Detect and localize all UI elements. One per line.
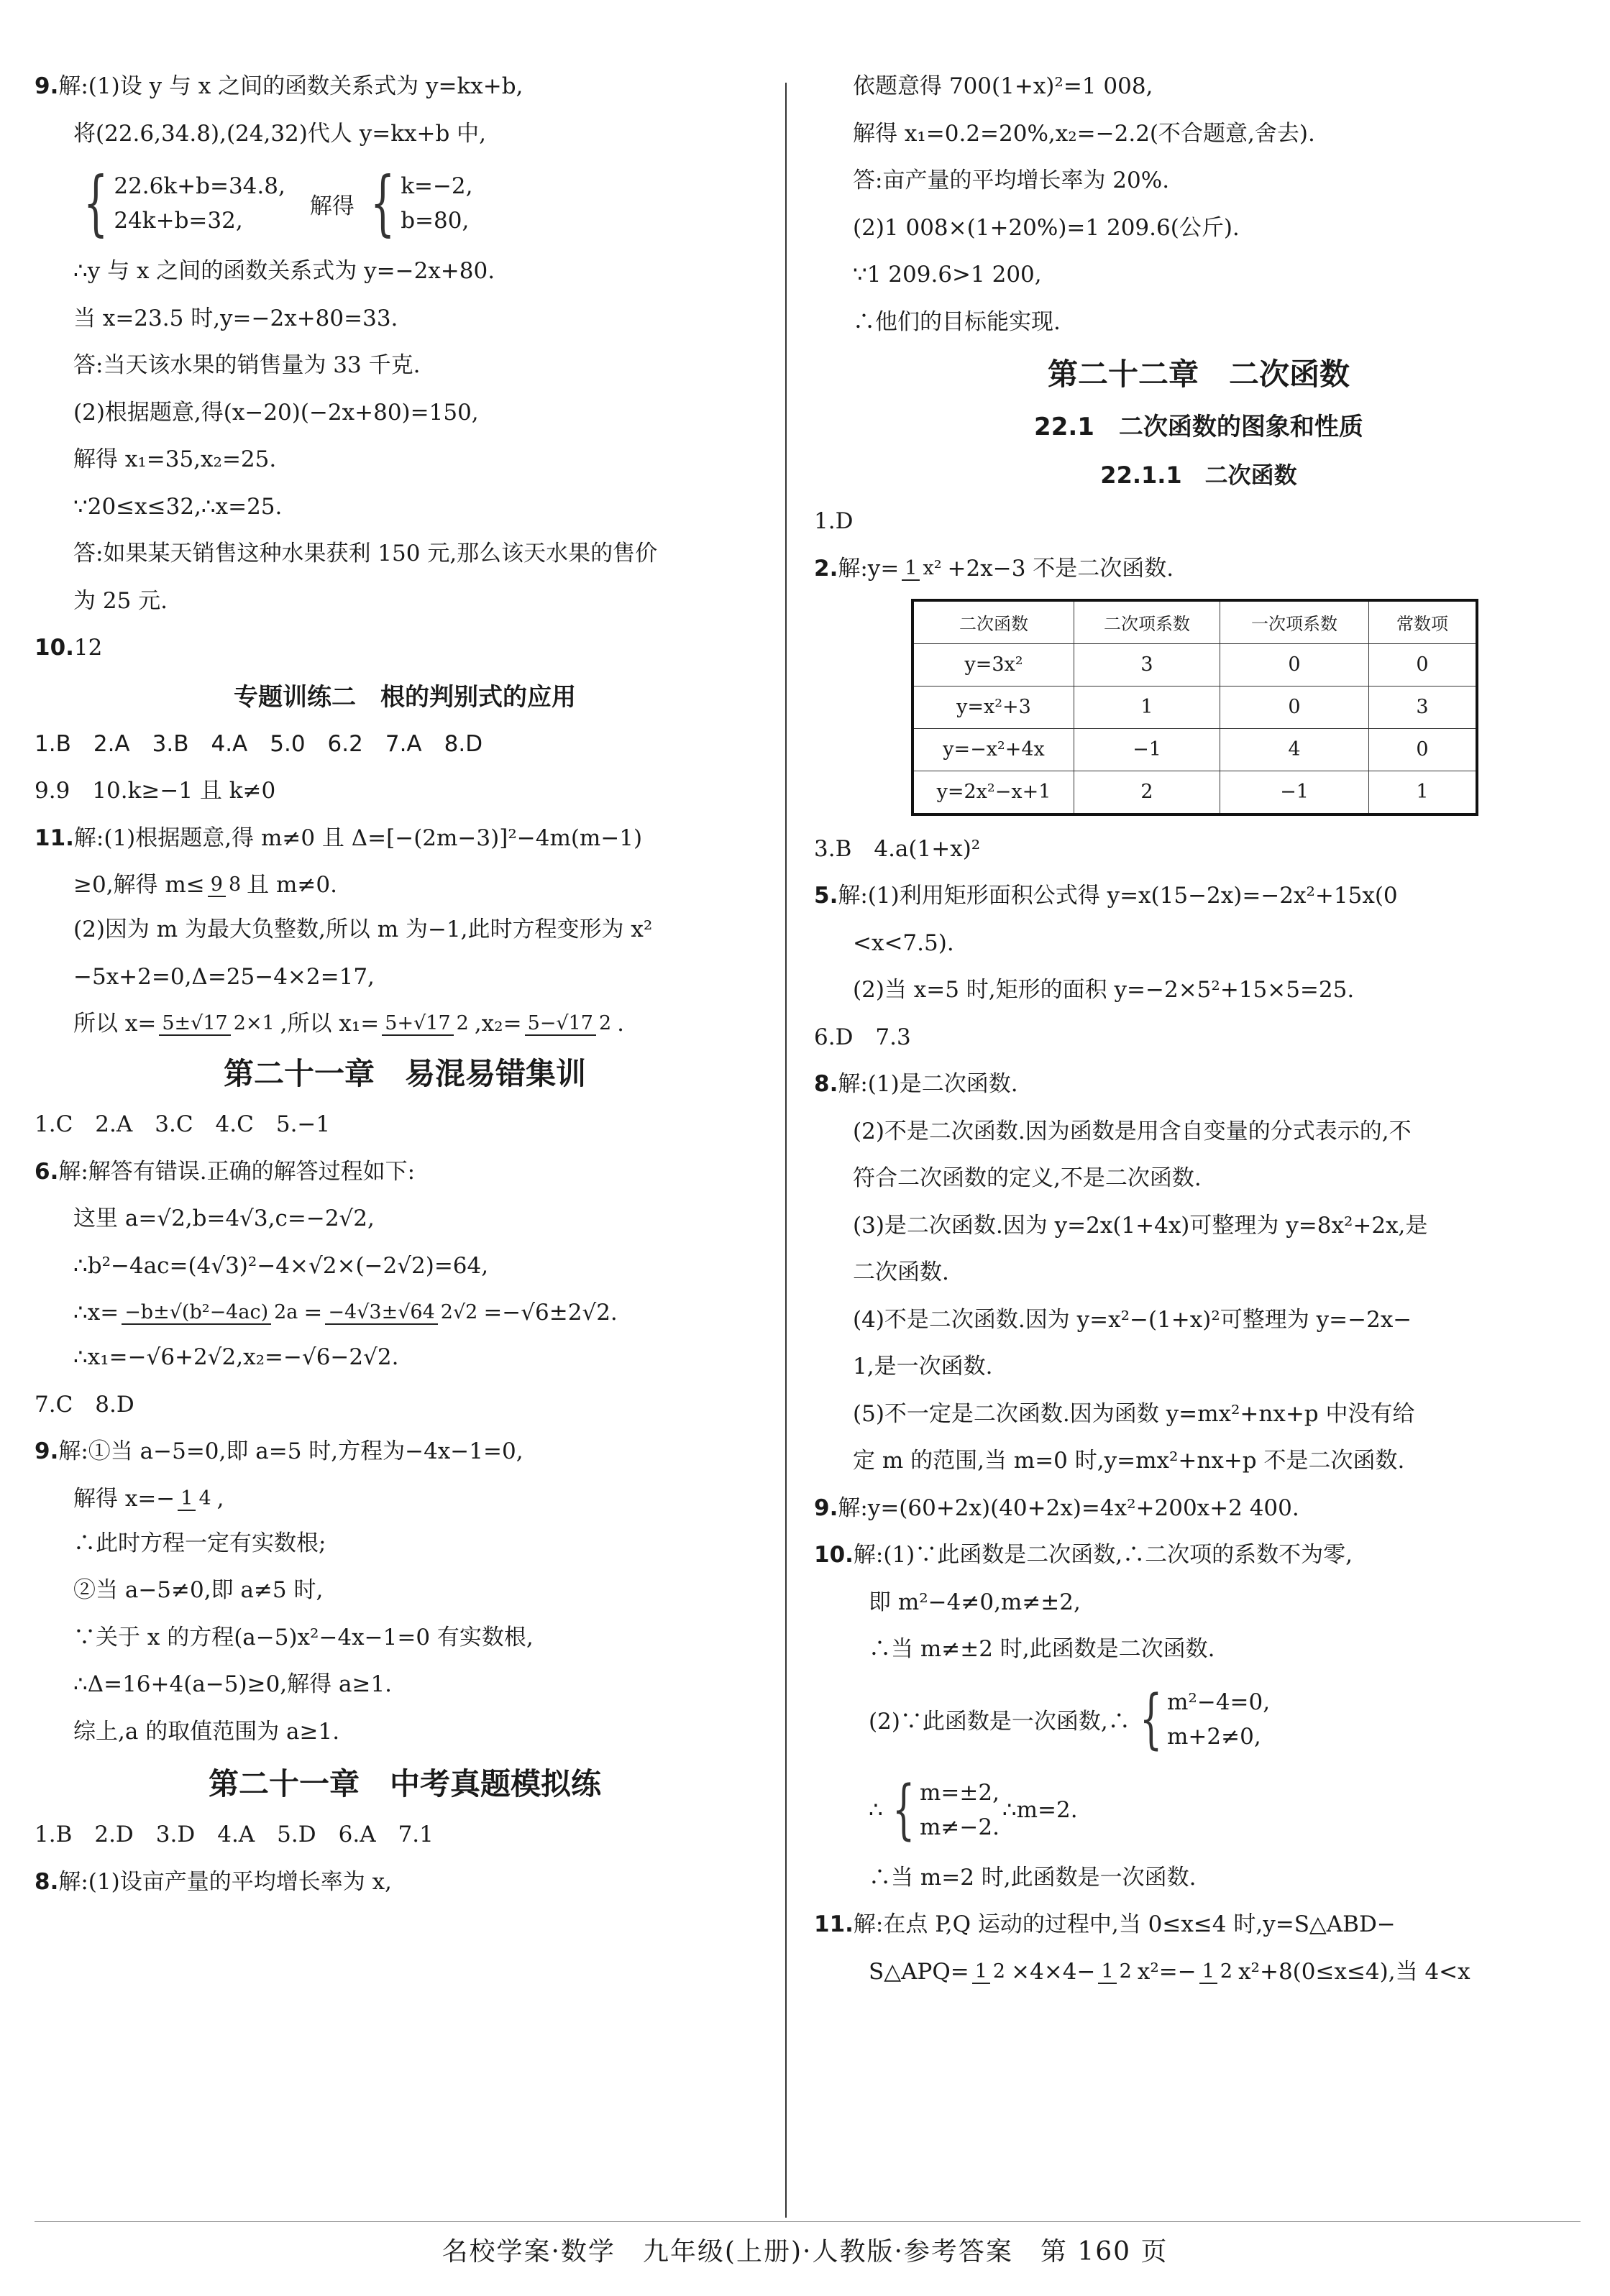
answer-text: 所以 x= — [73, 1011, 157, 1037]
answer-text: 解:(1)是二次函数. — [838, 1071, 1018, 1097]
answer-text: = — [303, 1300, 323, 1326]
table-cell: 0 — [1220, 686, 1369, 728]
answer-text: 为 25 元. — [73, 587, 168, 614]
answer-text: 二次函数. — [853, 1259, 949, 1285]
answer-list: 1.B 2.A 3.B 4.A 5.0 6.2 7.A 8.D — [35, 730, 483, 757]
table-header: 常数项 — [1369, 600, 1478, 644]
answer-text: 依题意得 700(1+x)²=1 008, — [853, 73, 1153, 99]
answer-text: 解:y=(60+2x)(40+2x)=4x²+200x+2 400. — [838, 1494, 1299, 1521]
table-cell: 4 — [1220, 728, 1369, 771]
table-cell: 0 — [1369, 728, 1478, 771]
answer-list: 1.C 2.A 3.C 4.C 5.−1 — [35, 1111, 331, 1137]
answer-text: x²+8(0≤x≤4),当 4<x — [1238, 1958, 1471, 1985]
denominator: 2×1 — [233, 1012, 275, 1034]
answer-9-line — [35, 72, 775, 101]
answer-text: ≥0,解得 m≤ — [73, 872, 205, 898]
answer-text: +2x−3 不是二次函数. — [947, 555, 1174, 582]
table-cell: 2 — [1074, 771, 1220, 814]
answer-text: 解:解答有错误.正确的解答过程如下: — [58, 1158, 416, 1185]
numerator: 9 — [208, 873, 226, 897]
answer-text: ∴当 m≠±2 时,此函数是二次函数. — [869, 1636, 1215, 1662]
numerator: 1 — [1098, 1960, 1116, 1984]
brace-icon: { — [892, 1771, 915, 1847]
denominator: 2 — [992, 1960, 1006, 1983]
answer-text: 解:(1)∵此函数是二次函数,∴二次项的系数不为零, — [853, 1542, 1353, 1568]
coefficient-table — [911, 599, 1478, 816]
answer-text: =−√6±2√2. — [483, 1300, 618, 1326]
answer-text: 解得 x₁=0.2=20%,x₂=−2.2(不合题意,舍去). — [853, 120, 1315, 147]
table-header: 一次项系数 — [1220, 600, 1369, 644]
answer-text: −5x+2=0,Δ=25−4×2=17, — [73, 963, 375, 990]
table-row — [913, 643, 1477, 686]
table-cell: y=−x²+4x — [913, 728, 1074, 771]
answer-list: 7.C 8.D — [35, 1391, 134, 1418]
answer-text: 解:(1)设 y 与 x 之间的函数关系式为 y=kx+b, — [58, 73, 523, 99]
table-cell: 0 — [1369, 643, 1478, 686]
brace-icon: { — [370, 162, 395, 244]
fraction — [972, 1960, 1008, 1983]
answer-text: ∴Δ=16+4(a−5)≥0,解得 a≥1. — [73, 1671, 393, 1697]
fraction — [1098, 1960, 1134, 1983]
answer-text: ∴m=2. — [1002, 1796, 1078, 1823]
fraction — [1199, 1960, 1235, 1983]
answer-text: 即 m²−4≠0,m≠±2, — [869, 1589, 1081, 1615]
answer-text: ∴当 m=2 时,此函数是一次函数. — [869, 1864, 1197, 1891]
fraction — [178, 1487, 214, 1510]
numerator: 1 — [972, 1960, 990, 1984]
answer-10-line — [35, 633, 775, 662]
question-number: 2. — [814, 555, 838, 582]
question-number: 8. — [814, 1071, 838, 1097]
answer-list: 6.D 7.3 — [814, 1024, 911, 1050]
denominator: 4 — [198, 1487, 211, 1510]
answer-text: 当 x=23.5 时,y=−2x+80=33. — [73, 305, 398, 331]
answer-text: 解:(1)设亩产量的平均增长率为 x, — [58, 1868, 392, 1895]
answer-text: (3)是二次函数.因为 y=2x(1+4x)可整理为 y=8x²+2x,是 — [853, 1212, 1428, 1239]
denominator: 2 — [1119, 1960, 1132, 1983]
answer-text: x²=− — [1137, 1958, 1197, 1985]
chapter-heading: 第二十一章 易混易错集训 — [223, 1056, 586, 1091]
fraction — [122, 1301, 301, 1324]
equation: m=±2, — [920, 1779, 1000, 1806]
brace-icon: { — [83, 162, 109, 244]
answer-text: 12 — [73, 635, 103, 661]
answer-list: 1.B 2.D 3.D 4.A 5.D 6.A 7.1 — [35, 1822, 434, 1847]
answer-fraction-line — [35, 1484, 775, 1513]
question-number: 8. — [35, 1868, 59, 1895]
footer-rule — [35, 2221, 1581, 2222]
answer-text: 定 m 的范围,当 m=0 时,y=mx²+nx+p 不是二次函数. — [853, 1448, 1405, 1474]
answer-9b-line — [35, 1437, 775, 1466]
answer-text: ∵1 209.6>1 200, — [853, 262, 1042, 288]
section-heading: 专题训练二 根的判别式的应用 — [234, 682, 576, 712]
table-cell: y=2x²−x+1 — [913, 771, 1074, 814]
fraction — [525, 1012, 615, 1035]
numerator: 1 — [1199, 1960, 1217, 1984]
answer-6-line — [35, 1157, 775, 1186]
section-heading: 22.1 二次函数的图象和性质 — [1034, 413, 1363, 441]
equation-system — [814, 1773, 1583, 1847]
answer-list: 9.9 10.k≥−1 且 k≠0 — [35, 778, 276, 804]
answer-text: S△APQ= — [869, 1958, 969, 1985]
table-cell: y=x²+3 — [913, 686, 1074, 728]
table-row — [913, 686, 1477, 728]
answer-text: 解得 — [309, 193, 355, 219]
answer-9-line — [814, 1494, 1583, 1523]
answer-text: , — [216, 1485, 224, 1512]
answer-11-line — [35, 824, 775, 853]
answer-text: (2)根据题意,得(x−20)(−2x+80)=150, — [73, 399, 479, 426]
denominator: x² — [923, 556, 942, 579]
question-number: 10. — [35, 635, 74, 661]
answer-text: 1,是一次函数. — [853, 1354, 993, 1379]
equation: b=80, — [401, 208, 470, 234]
question-number: 9. — [35, 1438, 59, 1464]
answer-text: ,所以 x₁= — [280, 1011, 380, 1037]
table-cell: −1 — [1074, 728, 1220, 771]
right-column — [814, 72, 1583, 2002]
answer-text: 解得 x=− — [73, 1485, 175, 1512]
answer-text: (5)不一定是二次函数.因为函数 y=mx²+nx+p 中没有给 — [853, 1400, 1415, 1427]
numerator: −b±√(b²−4ac) — [122, 1301, 271, 1325]
equation-system — [35, 162, 775, 244]
answer-text: ∵20≤x≤32,∴x=25. — [73, 493, 283, 520]
numerator: 1 — [178, 1487, 196, 1511]
question-number: 9. — [35, 73, 59, 99]
equation: m²−4=0, — [1167, 1689, 1271, 1715]
table-header: 二次项系数 — [1074, 600, 1220, 644]
equation-system — [814, 1682, 1583, 1757]
answer-list: 1.D — [814, 508, 854, 534]
fraction — [325, 1301, 480, 1324]
answer-text: 答:亩产量的平均增长率为 20%. — [853, 167, 1170, 193]
answer-text: 解得 x₁=35,x₂=25. — [73, 446, 277, 472]
numerator: 5±√17 — [159, 1012, 230, 1036]
left-column — [35, 72, 775, 1914]
answer-text: 符合二次函数的定义,不是二次函数. — [853, 1165, 1202, 1191]
answer-text: 解:(1)利用矩形面积公式得 y=x(15−2x)=−2x²+15x(0 — [838, 883, 1398, 909]
table-cell: −1 — [1220, 771, 1369, 814]
answer-text: 解:y= — [838, 555, 900, 582]
answer-text: ∴ — [869, 1796, 883, 1823]
answer-text: 且 m≠0. — [247, 872, 337, 898]
answer-text: (4)不是二次函数.因为 y=x²−(1+x)²可整理为 y=−2x− — [853, 1306, 1412, 1333]
numerator: −4√3±√64 — [325, 1301, 437, 1325]
answer-text: . — [617, 1011, 624, 1037]
denominator: 2 — [456, 1012, 469, 1034]
answer-text: (2)1 008×(1+20%)=1 209.6(公斤). — [853, 214, 1240, 241]
answer-5-line — [814, 881, 1583, 910]
fraction — [159, 1012, 277, 1035]
table-cell: 3 — [1369, 686, 1478, 728]
denominator: 2a — [274, 1301, 298, 1323]
answer-text: (2)当 x=5 时,矩形的面积 y=−2×5²+15×5=25. — [853, 977, 1355, 1003]
fraction — [208, 873, 244, 896]
answer-text: ∵关于 x 的方程(a−5)x²−4x−1=0 有实数根, — [73, 1624, 534, 1650]
answer-text: ∴x₁=−√6+2√2,x₂=−√6−2√2. — [73, 1344, 399, 1370]
question-number: 9. — [814, 1494, 838, 1521]
answer-text: ∴他们的目标能实现. — [853, 308, 1061, 335]
question-number: 5. — [814, 883, 838, 909]
answer-fraction-line — [35, 871, 775, 899]
chapter-heading: 第二十一章 中考真题模拟练 — [208, 1766, 601, 1801]
table-cell: y=3x² — [913, 643, 1074, 686]
denominator: 2√2 — [440, 1301, 478, 1323]
table-cell: 0 — [1220, 643, 1369, 686]
equation: k=−2, — [401, 173, 473, 199]
numerator: 5+√17 — [382, 1012, 453, 1036]
answer-fraction-line — [814, 1957, 1583, 1986]
answer-text: 解:①当 a−5=0,即 a=5 时,方程为−4x−1=0, — [58, 1438, 523, 1464]
answer-text: ×4×4− — [1011, 1958, 1096, 1985]
answer-fraction-line — [35, 1298, 775, 1327]
answer-text: 答:如果某天销售这种水果获利 150 元,那么该天水果的售价 — [73, 541, 658, 566]
table-cell: 1 — [1369, 771, 1478, 814]
answer-text: 答:当天该水果的销售量为 33 千克. — [73, 352, 421, 378]
question-number: 6. — [35, 1158, 59, 1185]
answer-10-line — [814, 1540, 1583, 1569]
table-row — [913, 728, 1477, 771]
answer-2-line — [814, 554, 1583, 583]
numerator: 1 — [902, 557, 920, 581]
question-number: 11. — [35, 825, 74, 851]
answer-text: ②当 a−5≠0,即 a≠5 时, — [73, 1577, 324, 1603]
fraction — [382, 1012, 472, 1035]
table-header: 二次函数 — [913, 600, 1074, 644]
equation: 24k+b=32, — [114, 208, 243, 234]
equation: m+2≠0, — [1167, 1723, 1261, 1750]
answer-fraction-line — [35, 1009, 775, 1038]
answer-text: ∴y 与 x 之间的函数关系式为 y=−2x+80. — [73, 258, 495, 284]
answer-text: 将(22.6,34.8),(24,32)代人 y=kx+b 中, — [73, 120, 487, 147]
brace-icon: { — [1139, 1681, 1163, 1757]
answer-text: (2)不是二次函数.因为函数是用含自变量的分式表示的,不 — [853, 1118, 1412, 1144]
equation: 22.6k+b=34.8, — [114, 173, 285, 199]
answer-text: ,x₂= — [474, 1011, 522, 1037]
answer-text: 解:在点 P,Q 运动的过程中,当 0≤x≤4 时,y=S△ABD− — [853, 1911, 1396, 1937]
table-cell: 3 — [1074, 643, 1220, 686]
answer-text: (2)∵此函数是一次函数,∴ — [869, 1709, 1130, 1735]
answer-8-line — [35, 1868, 775, 1896]
answer-8-line — [814, 1070, 1583, 1098]
denominator: 2 — [598, 1012, 612, 1034]
question-number: 10. — [814, 1542, 854, 1568]
answer-text: 这里 a=√2,b=4√3,c=−2√2, — [73, 1206, 375, 1231]
denominator: 2 — [1220, 1960, 1233, 1983]
answer-text: 解:(1)根据题意,得 m≠0 且 Δ=[−(2m−3)]²−4m(m−1) — [73, 825, 643, 851]
question-number: 11. — [814, 1911, 854, 1937]
table-cell: 1 — [1074, 686, 1220, 728]
answer-text: ∴此时方程一定有实数根; — [73, 1530, 326, 1556]
column-divider — [785, 83, 787, 2218]
page-footer: 名校学案·数学 九年级(上册)·人教版·参考答案 第 160 页 — [442, 2237, 1168, 2267]
table-header-row — [913, 600, 1477, 644]
fraction — [902, 557, 944, 580]
numerator: 5−√17 — [525, 1012, 596, 1036]
equation: m≠−2. — [920, 1814, 1000, 1840]
answer-text: <x<7.5). — [853, 929, 954, 956]
answer-list: 3.B 4.a(1+x)² — [814, 835, 981, 862]
answer-text: ∴x= — [73, 1300, 119, 1326]
answer-11-line — [814, 1910, 1583, 1939]
subsection-heading: 22.1.1 二次函数 — [1100, 462, 1297, 489]
table-row — [913, 771, 1477, 814]
chapter-heading: 第二十二章 二次函数 — [1047, 357, 1350, 392]
answer-text: (2)因为 m 为最大负整数,所以 m 为−1,此时方程变形为 x² — [73, 917, 653, 942]
denominator: 8 — [228, 873, 242, 896]
answer-text: ∴b²−4ac=(4√3)²−4×√2×(−2√2)=64, — [73, 1252, 489, 1279]
answer-text: 综上,a 的取值范围为 a≥1. — [73, 1718, 340, 1745]
